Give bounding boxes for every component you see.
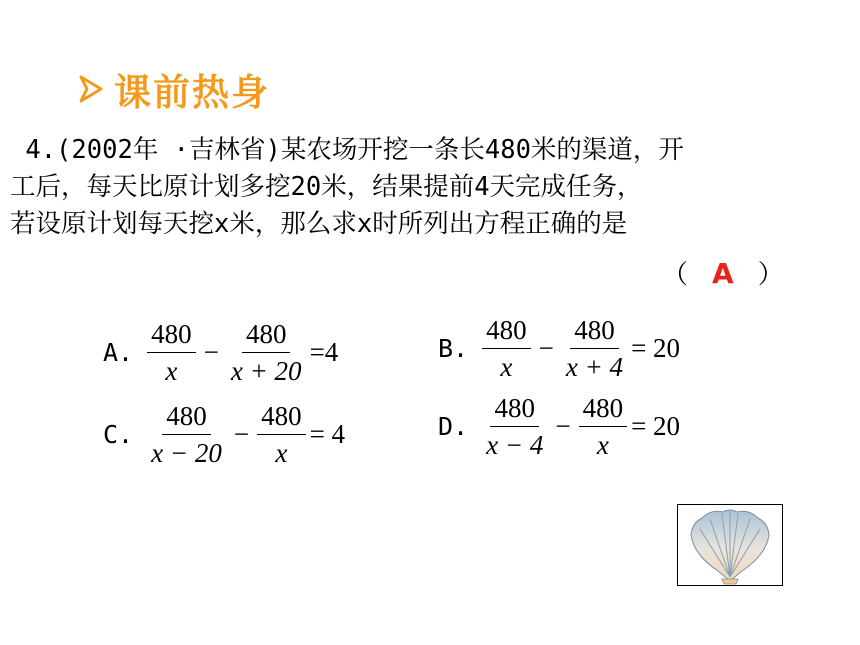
denominator: x: [275, 438, 288, 468]
denominator: x: [165, 356, 178, 386]
numerator: 480: [490, 392, 539, 427]
numerator: 480: [257, 400, 306, 435]
option-d[interactable]: [438, 392, 680, 461]
fraction: [227, 318, 306, 387]
numerator: 480: [162, 400, 211, 435]
right-hand-side: =4: [309, 337, 339, 367]
numerator: 480: [570, 314, 619, 349]
problem-line: 若设原计划每天挖x米，那么求x时所列出方程正确的是: [10, 209, 628, 239]
section-title: 课前热身: [114, 71, 270, 114]
problem-line: 4.(2002年 ·吉林省)某农场开挖一条长480米的渠道，开: [10, 135, 684, 165]
problem-line: 工后，每天比原计划多挖20米，结果提前4天完成任务，: [10, 172, 643, 202]
fraction: [562, 314, 627, 383]
option-label: C.: [103, 420, 134, 449]
numerator: 480: [579, 392, 628, 427]
right-hand-side: = 4: [309, 419, 346, 449]
arrow-bullet-icon: [78, 74, 104, 104]
fraction: [579, 392, 628, 461]
option-b[interactable]: [438, 314, 680, 383]
option-c[interactable]: [103, 400, 345, 469]
numerator: 480: [147, 318, 196, 353]
fraction: [147, 318, 196, 387]
denominator: x + 4: [565, 352, 624, 382]
fraction: [482, 392, 547, 461]
denominator: x − 20: [151, 438, 222, 468]
answer-bracket: [662, 254, 784, 291]
problem-text: [10, 132, 855, 243]
fraction: [482, 314, 531, 383]
answer-close-paren: ）: [757, 260, 784, 290]
option-a[interactable]: [103, 318, 338, 387]
denominator: x − 4: [486, 430, 544, 460]
denominator: x + 20: [230, 356, 302, 386]
numerator: 480: [242, 318, 291, 353]
fraction: [147, 400, 226, 469]
decoration-frame: [677, 504, 783, 586]
denominator: x: [596, 430, 609, 460]
minus-sign: −: [538, 333, 554, 363]
answer-open-paren: （: [662, 260, 689, 290]
right-hand-side: = 20: [631, 411, 681, 441]
fraction: [257, 400, 306, 469]
option-label: B.: [438, 334, 469, 363]
answer-letter: A: [712, 257, 734, 290]
shell-icon: [678, 505, 782, 585]
numerator: 480: [482, 314, 531, 349]
minus-sign: −: [555, 411, 571, 441]
right-hand-side: = 20: [631, 333, 681, 363]
minus-sign: −: [233, 419, 250, 449]
denominator: x: [500, 352, 513, 382]
option-label: A.: [103, 338, 134, 367]
section-heading: [78, 62, 270, 116]
minus-sign: −: [203, 337, 219, 367]
option-label: D.: [438, 412, 469, 441]
